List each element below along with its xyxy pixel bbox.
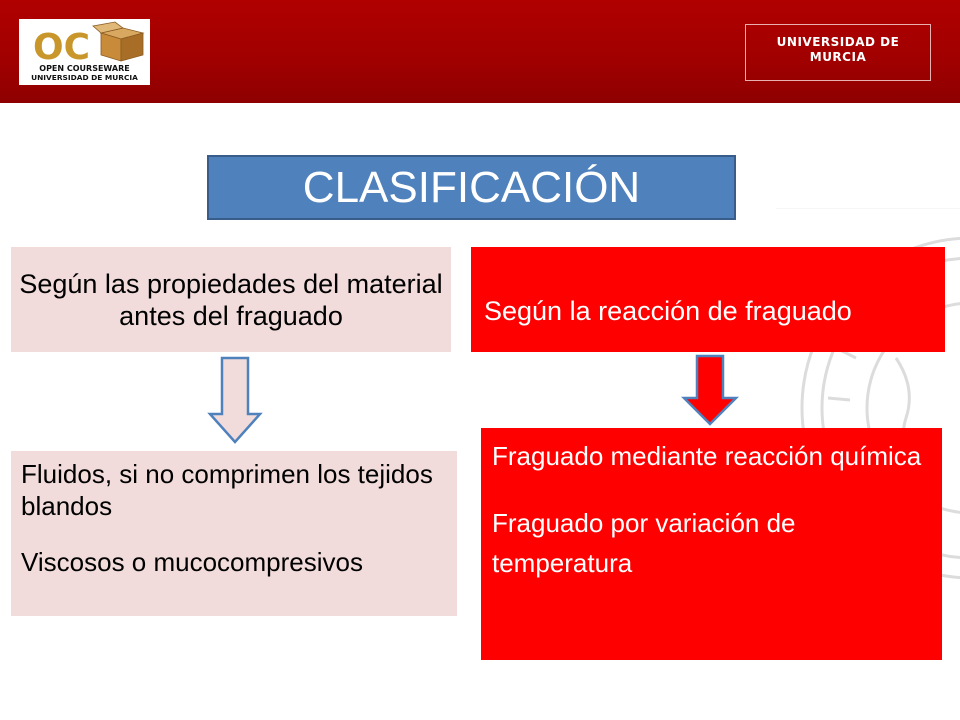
property-types-list bbox=[11, 451, 457, 616]
property-classification-heading: Según las propiedades del material antes del fraguado bbox=[11, 247, 451, 352]
reaction-classification-heading: Según la reacción de fraguado bbox=[471, 247, 945, 352]
list-item: Fluidos, si no comprimen los tejidos blandos bbox=[21, 459, 433, 521]
university-logo-line2: MURCIA bbox=[809, 50, 867, 64]
reaction-types-list bbox=[481, 428, 942, 660]
list-item: Fraguado mediante reacción química bbox=[492, 441, 922, 471]
header-banner bbox=[0, 0, 960, 103]
university-logo[interactable] bbox=[745, 24, 931, 81]
ocw-subtitle: UNIVERSIDAD DE MURCIA bbox=[31, 73, 138, 82]
list-item: Viscosos o mucocompresivos bbox=[21, 547, 363, 577]
university-logo-line1: UNIVERSIDAD DE bbox=[776, 35, 900, 49]
page-title: CLASIFICACIÓN bbox=[207, 155, 736, 220]
box-icon bbox=[93, 22, 143, 61]
down-arrow-left-icon bbox=[207, 356, 263, 444]
ocw-title: OPEN COURSEWARE bbox=[39, 64, 130, 73]
ocw-logo[interactable] bbox=[19, 19, 150, 85]
down-arrow-right-icon bbox=[681, 354, 739, 426]
list-item: Fraguado por variación de temperatura bbox=[492, 508, 796, 578]
ocw-monogram: OC bbox=[33, 27, 91, 68]
